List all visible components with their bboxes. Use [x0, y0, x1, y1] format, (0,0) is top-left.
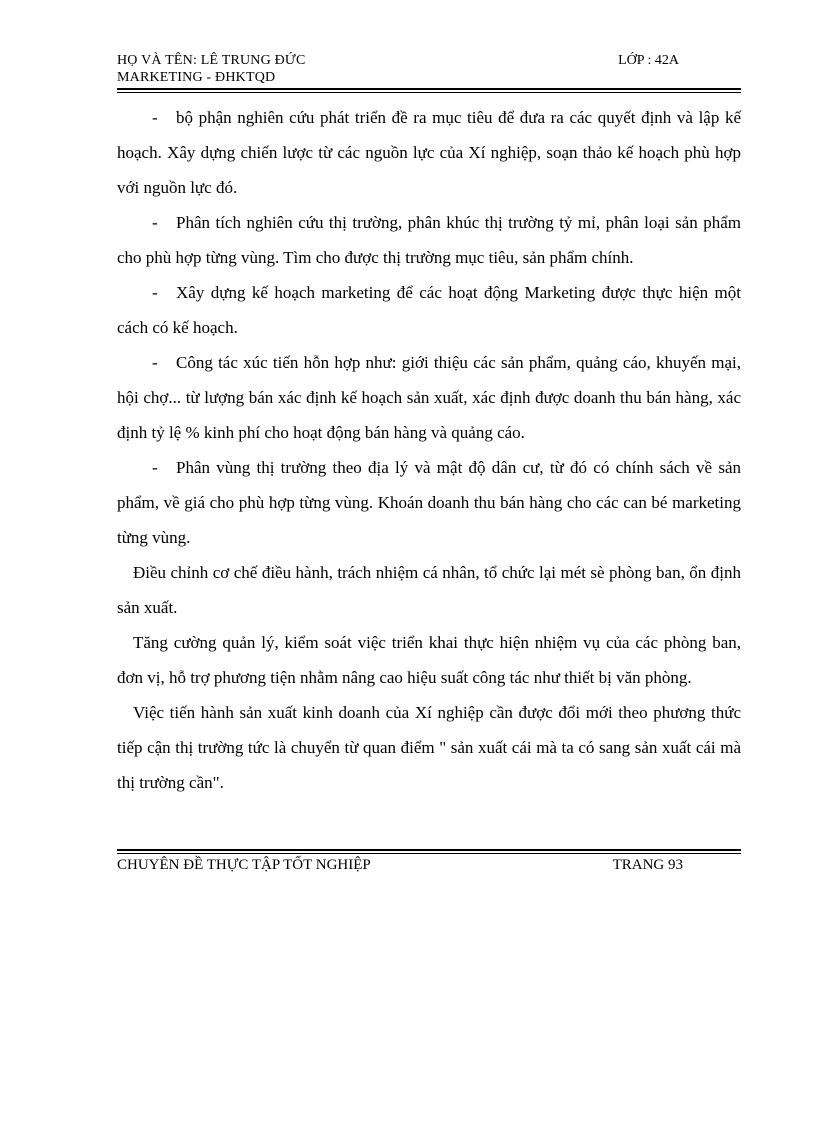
paragraph-text: Phân tích nghiên cứu thị trường, phân khúc thị trường tỷ mỉ, phân loại sản phẩm cho phù hợp từng vùng. Tìm cho được thị trường mục tiêu, sản phẩm chính. [117, 213, 741, 267]
bullet-paragraph [117, 100, 741, 205]
footer-rule-thick [117, 849, 741, 851]
footer-title: CHUYÊN ĐỀ THỰC TẬP TỐT NGHIỆP [117, 857, 371, 873]
footer-rule-thin [117, 853, 741, 854]
author-school: MARKETING - ĐHKTQD [117, 70, 276, 85]
page-header [117, 52, 741, 92]
header-rule-thin [117, 92, 741, 93]
bullet-marker: - [152, 283, 158, 302]
paragraph-text: Công tác xúc tiến hỗn hợp như: giới thiệu các sản phẩm, quảng cáo, khuyến mại, hội chợ... từ lượng bán xác định kế hoạch sản xuất, xác định được doanh thu bán hàng, xác định tỷ lệ % kinh phí cho hoạt động bán hàng và quảng cáo. [117, 353, 741, 442]
class-label: LỚP : 42A [618, 53, 679, 68]
page-footer [117, 856, 741, 880]
paragraph-text: Xây dựng kế hoạch marketing để các hoạt động Marketing được thực hiện một cách có kế hoạch. [117, 283, 741, 337]
body-paragraph: Việc tiến hành sản xuất kinh doanh của Xí nghiệp cần được đổi mới theo phương thức tiếp cận thị trường tức là chuyển từ quan điểm " sản xuất cái mà ta có sang sản xuất cái mà thị trường cần". [117, 703, 741, 792]
paragraph-text: Phân vùng thị trường theo địa lý và mật độ dân cư, từ đó có chính sách về sản phẩm, về giá cho phù hợp từng vùng. Khoán doanh thu bán hàng cho các can bé marketing từng vùng. [117, 458, 741, 547]
body-paragraph: Điều chỉnh cơ chế điều hành, trách nhiệm cá nhân, tổ chức lại mét sè phòng ban, ổn định sản xuất. [117, 563, 741, 617]
header-rule-thick [117, 88, 741, 90]
author-name: HỌ VÀ TÊN: LÊ TRUNG ĐỨC [117, 53, 306, 68]
body-paragraph: Tăng cường quản lý, kiểm soát việc triển khai thực hiện nhiệm vụ của các phòng ban, đơn vị, hỗ trợ phương tiện nhằm nâng cao hiệu suất công tác như thiết bị văn phòng. [117, 633, 741, 687]
document-body [117, 100, 741, 800]
bullet-marker: - [152, 213, 158, 232]
bullet-marker: - [152, 353, 158, 372]
bullet-paragraph [117, 345, 741, 450]
page-number: TRANG 93 [612, 857, 683, 873]
bullet-paragraph [117, 450, 741, 555]
author-block [117, 52, 306, 86]
bullet-marker: - [152, 108, 158, 127]
bullet-paragraph [117, 205, 741, 275]
bullet-marker: - [152, 458, 158, 477]
paragraph-text: bộ phận nghiên cứu phát triển đề ra mục tiêu để đưa ra các quyết định và lập kế hoạch. Xây dựng chiến lược từ các nguồn lực của Xí nghiệp, soạn thảo kế hoạch phù hợp với nguồn lực đó. [117, 108, 741, 197]
bullet-paragraph [117, 275, 741, 345]
